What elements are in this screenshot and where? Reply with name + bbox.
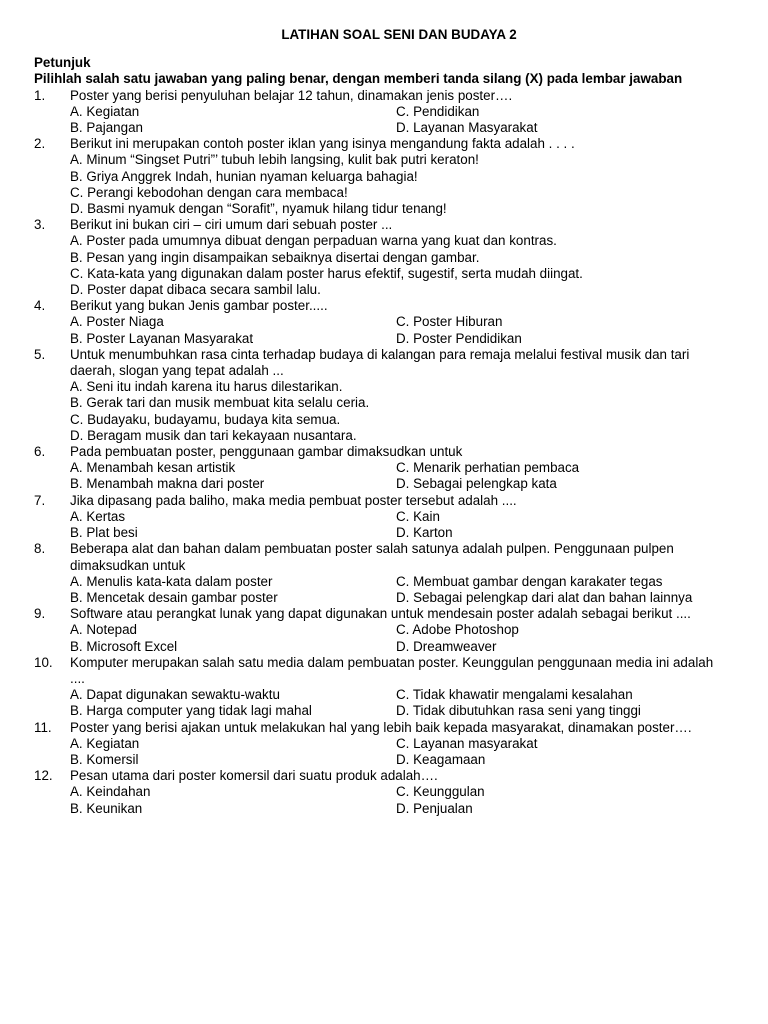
answer-option: C. Tidak khawatir mengalami kesalahan: [396, 687, 633, 703]
question-text: Berikut yang bukan Jenis gambar poster.....: [70, 298, 328, 314]
answer-option: D. Penjualan: [396, 800, 473, 816]
question-number: 7.: [34, 492, 46, 508]
answer-option-row: [70, 460, 734, 476]
question-row: [34, 655, 734, 687]
answer-option-row: [70, 736, 734, 752]
question-number: 11.: [34, 719, 52, 735]
question-row: [34, 136, 734, 152]
answer-option-row: [70, 104, 734, 120]
question-item: [34, 217, 734, 298]
answer-option-row: [70, 622, 734, 638]
question-number: 9.: [34, 606, 46, 622]
question-item: [34, 298, 734, 347]
question-text: Pada pembuatan poster, penggunaan gambar dimaksudkan untuk: [70, 444, 463, 460]
answer-options: [70, 574, 734, 606]
answer-option: C. Layanan masyarakat: [396, 735, 538, 751]
question-number: 12.: [34, 768, 53, 784]
answer-option: B. Plat besi: [70, 525, 138, 541]
answer-option: B. Menambah makna dari poster: [70, 476, 265, 492]
question-text: Poster yang berisi penyuluhan belajar 12 tahun, dinamakan jenis poster….: [70, 87, 513, 103]
instructions-heading: Petunjuk: [34, 55, 91, 71]
answer-option: C. Menarik perhatian pembaca: [396, 460, 580, 476]
question-text: Berikut ini merupakan contoh poster iklan yang isinya mengandung fakta adalah . . . .: [70, 136, 575, 152]
answer-option: B. Komersil: [70, 751, 139, 767]
answer-option-row: [70, 525, 734, 541]
answer-option-row: [70, 574, 734, 590]
question-item: [34, 606, 734, 655]
question-number: 4.: [34, 298, 46, 314]
answer-option-row: [70, 476, 734, 492]
question-row: [34, 347, 734, 379]
question-number: 6.: [34, 444, 46, 460]
answer-option: D. Keagamaan: [396, 751, 486, 767]
answer-option: A. Poster Niaga: [70, 314, 164, 330]
answer-option: D. Poster Pendidikan: [396, 330, 522, 346]
answer-options: [70, 622, 734, 654]
question-text: Jika dipasang pada baliho, maka media pembuat poster tersebut adalah ....: [70, 492, 517, 508]
answer-option-row: [70, 639, 734, 655]
answer-option: C. Budayaku, budayamu, budaya kita semua.: [70, 411, 341, 427]
answer-option: A. Keindahan: [70, 784, 151, 800]
answer-option: B. Keunikan: [70, 800, 143, 816]
answer-option: B. Harga computer yang tidak lagi mahal: [70, 703, 312, 719]
answer-option: B. Pajangan: [70, 120, 143, 136]
question-item: [34, 655, 734, 720]
answer-option: B. Gerak tari dan musik membuat kita selalu ceria.: [70, 395, 370, 411]
answer-options: [70, 379, 734, 444]
question-row: [34, 298, 734, 314]
answer-option-row: [70, 687, 734, 703]
question-item: [34, 768, 734, 817]
answer-option: D. Karton: [396, 525, 453, 541]
answer-option: A. Poster pada umumnya dibuat dengan perpaduan warna yang kuat dan kontras.: [70, 233, 557, 249]
answer-options: [70, 152, 734, 217]
answer-option: A. Seni itu indah karena itu harus dilestarikan.: [70, 379, 343, 395]
answer-option-row: [70, 784, 734, 800]
answer-option: D. Poster dapat dibaca secara sambil lalu.: [70, 282, 321, 298]
answer-option: B. Poster Layanan Masyarakat: [70, 330, 254, 346]
question-row: [34, 768, 734, 784]
question-text: Beberapa alat dan bahan dalam pembuatan poster salah satunya adalah pulpen. Penggunaan pulpen dimaksudkan untuk: [70, 541, 674, 573]
answer-option-row: [70, 590, 734, 606]
answer-option: D. Beragam musik dan tari kekayaan nusantara.: [70, 427, 357, 443]
answer-option: B. Microsoft Excel: [70, 638, 178, 654]
answer-option: B. Mencetak desain gambar poster: [70, 589, 278, 605]
question-text: Berikut ini bukan ciri – ciri umum dari sebuah poster ...: [70, 217, 393, 233]
answer-option: C. Perangi kebodohan dengan cara membaca!: [70, 184, 348, 200]
question-row: [34, 444, 734, 460]
answer-options: [70, 784, 734, 816]
question-row: [34, 493, 734, 509]
question-number: 3.: [34, 217, 46, 233]
answer-options: [70, 509, 734, 541]
question-text: Komputer merupakan salah satu media dalam pembuatan poster. Keunggulan penggunaan media ini adalah ....: [70, 654, 714, 686]
answer-options: [70, 736, 734, 768]
question-row: [34, 88, 734, 104]
answer-option: D. Sebagai pelengkap kata: [396, 476, 557, 492]
question-row: [34, 217, 734, 233]
answer-options: [70, 233, 734, 298]
answer-option: D. Layanan Masyarakat: [396, 120, 538, 136]
answer-option: A. Menulis kata-kata dalam poster: [70, 573, 273, 589]
question-item: [34, 136, 734, 217]
question-item: [34, 541, 734, 606]
question-row: [34, 606, 734, 622]
answer-option: C. Poster Hiburan: [396, 314, 503, 330]
document-title: LATIHAN SOAL SENI DAN BUDAYA 2: [281, 27, 517, 42]
answer-option: D. Basmi nyamuk dengan “Sorafit”, nyamuk hilang tidur tenang!: [70, 201, 447, 217]
answer-option-row: [70, 752, 734, 768]
answer-option: A. Minum “Singset Putri”’ tubuh lebih langsing, kulit bak putri keraton!: [70, 152, 479, 168]
answer-option: A. Kegiatan: [70, 103, 140, 119]
answer-option: D. Tidak dibutuhkan rasa seni yang tinggi: [396, 703, 641, 719]
question-list: [34, 88, 734, 817]
answer-option: A. Notepad: [70, 622, 137, 638]
answer-option: A. Dapat digunakan sewaktu-waktu: [70, 687, 280, 703]
answer-option-row: [70, 703, 734, 719]
answer-options: [70, 104, 734, 136]
answer-option: C. Adobe Photoshop: [396, 622, 519, 638]
instructions-text: Pilihlah salah satu jawaban yang paling benar, dengan memberi tanda silang (X) pada lembar jawaban: [34, 71, 683, 87]
question-number: 8.: [34, 541, 46, 557]
answer-option-row: [70, 120, 734, 136]
answer-option: D. Sebagai pelengkap dari alat dan bahan lainnya: [396, 589, 693, 605]
answer-option: C. Kain: [396, 508, 440, 524]
question-item: [34, 444, 734, 493]
answer-option: A. Menambah kesan artistik: [70, 460, 236, 476]
question-row: [34, 720, 734, 736]
answer-option-row: [70, 509, 734, 525]
question-row: [34, 541, 734, 573]
answer-option: C. Keunggulan: [396, 784, 485, 800]
question-item: [34, 88, 734, 137]
answer-option-row: [70, 801, 734, 817]
answer-option: C. Kata-kata yang digunakan dalam poster harus efektif, sugestif, serta mudah diingat.: [70, 265, 583, 281]
answer-option: C. Membuat gambar dengan karakater tegas: [396, 573, 663, 589]
answer-option-row: [70, 314, 734, 330]
question-number: 2.: [34, 136, 46, 152]
question-text: Poster yang berisi ajakan untuk melakukan hal yang lebih baik kepada masyarakat, dinamakan poster….: [70, 719, 692, 735]
answer-option: C. Pendidikan: [396, 103, 480, 119]
answer-option: D. Dreamweaver: [396, 638, 497, 654]
answer-options: [70, 314, 734, 346]
question-item: [34, 347, 734, 444]
question-item: [34, 493, 734, 542]
question-number: 5.: [34, 346, 46, 362]
question-text: Software atau perangkat lunak yang dapat digunakan untuk mendesain poster adalah sebagai berikut ....: [70, 606, 691, 622]
answer-option: A. Kertas: [70, 508, 126, 524]
answer-option: B. Griya Anggrek Indah, hunian nyaman keluarga bahagia!: [70, 168, 418, 184]
question-text: Pesan utama dari poster komersil dari suatu produk adalah….: [70, 768, 438, 784]
answer-option-row: [70, 331, 734, 347]
question-text: Untuk menumbuhkan rasa cinta terhadap budaya di kalangan para remaja melalui festival musik dan tari daerah, slogan yang tepat adalah ...: [70, 346, 690, 379]
question-number: 1.: [34, 87, 46, 103]
question-item: [34, 720, 734, 769]
answer-options: [70, 687, 734, 719]
answer-options: [70, 460, 734, 492]
question-number: 10.: [34, 654, 53, 670]
answer-option: B. Pesan yang ingin disampaikan sebaiknya disertai dengan gambar.: [70, 249, 480, 265]
answer-option: A. Kegiatan: [70, 735, 140, 751]
